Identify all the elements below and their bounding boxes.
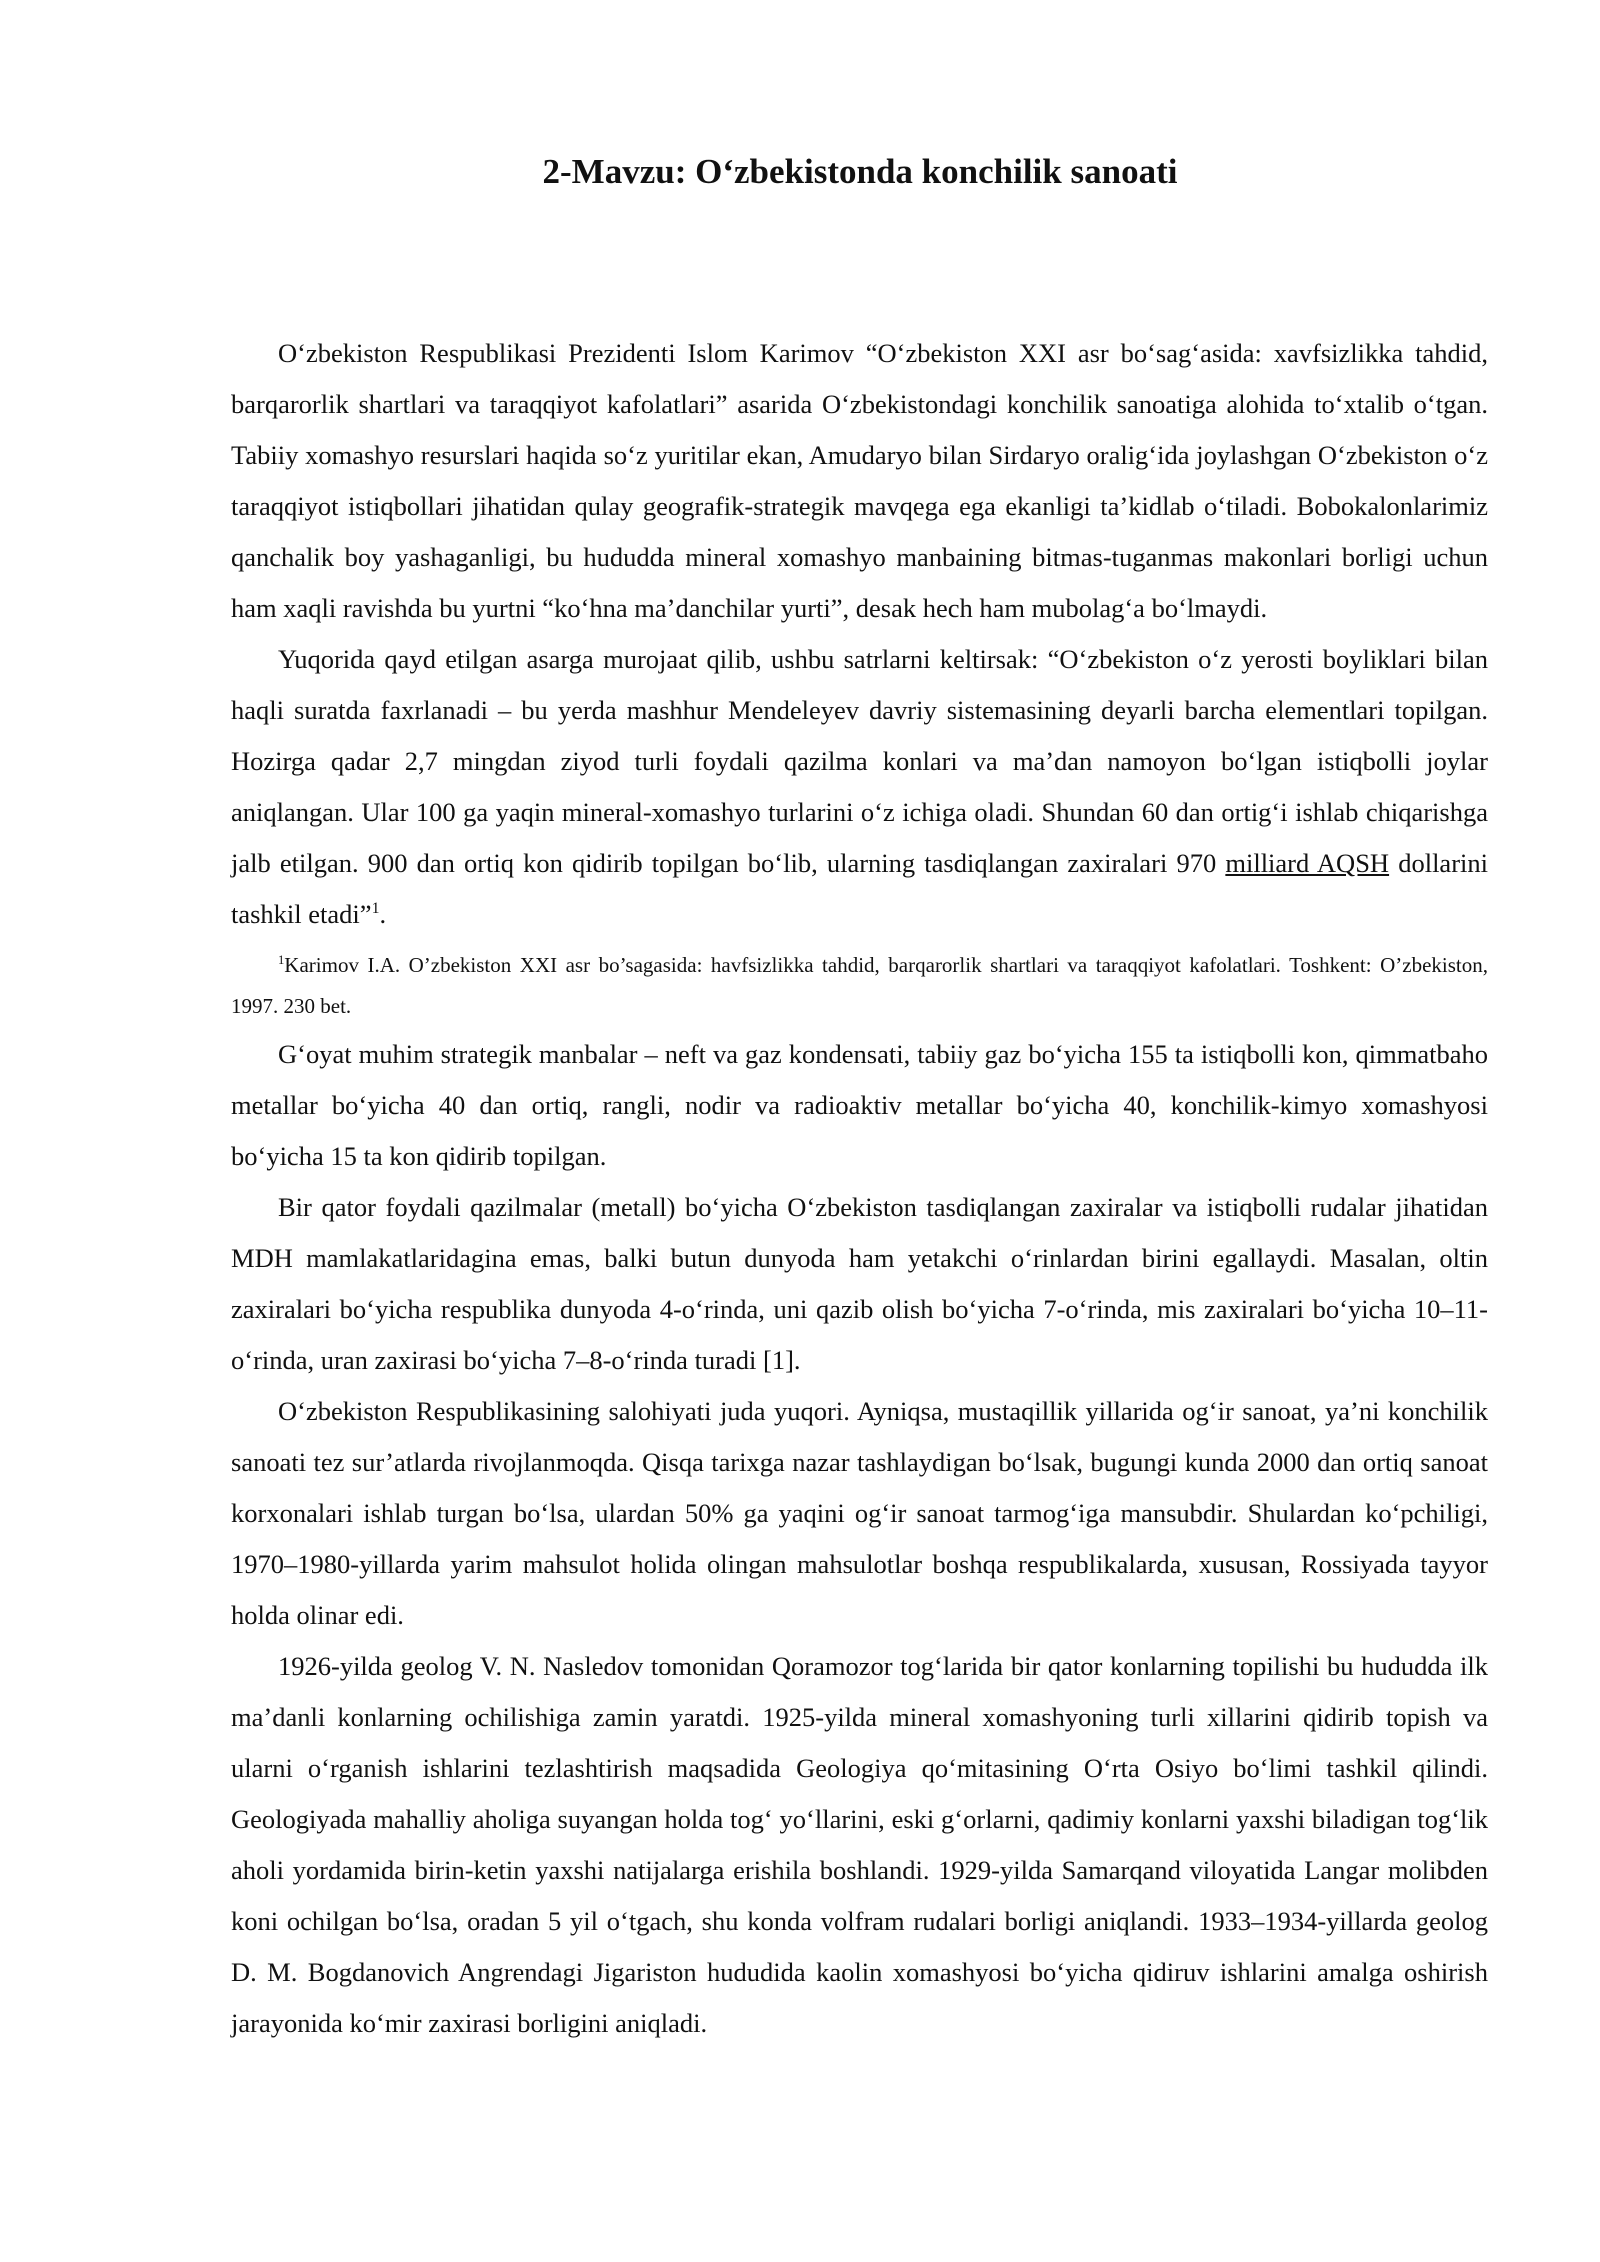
paragraph-3: G‘oyat muhim strategik manbalar – neft va gaz kondensati, tabiiy gaz bo‘yicha 155 ta istiqbolli kon, qimmatbaho metallar bo‘yicha 40 dan ortiq, rangli, nodir va radioaktiv metallar bo‘yicha 40, konchilik-kimyo xomashyosi bo‘yicha 15 ta kon qidirib topilgan. (231, 1039, 1488, 1171)
paragraph-5: O‘zbekiston Respublikasining salohiyati juda yuqori. Ayniqsa, mustaqillik yillarida og‘ir sanoat, ya’ni konchilik sanoati tez sur’atlarda rivojlanmoqda. Qisqa tarixga nazar tashlaydigan bo‘lsak, bugungi kunda 2000 dan ortiq sanoat korxonalari ishlab turgan bo‘lsa, ulardan 50% ga yaqini og‘ir sanoat tarmog‘iga mansubdir. Shulardan ko‘pchiligi, 1970–1980-yillarda yarim mahsulot holida olingan mahsulotlar boshqa respublikalarda, xususan, Rossiyada tayyor holda olinar edi. (231, 1396, 1488, 1630)
document-body (231, 328, 1488, 2049)
paragraph-2: Yuqorida qayd etilgan asarga murojaat qilib, ushbu satrlarni keltirsak: “O‘zbekiston o‘z yerosti boyliklari bilan haqli suratda faxrlanadi – bu yerda mashhur Mendeleyev davriy sistemasining deyarli barcha elementlari topilgan. Hozirga qadar 2,7 mingdan ziyod turli foydali qazilma konlari va ma’dan namoyon bo‘lgan istiqbolli joylar aniqlangan. Ular 100 ga yaqin mineral-xomashyo turlarini o‘z ichiga oladi. Shundan 60 dan ortig‘i ishlab chiqarishga jalb etilgan. 900 dan ortiq kon qidirib topilgan bo‘lib, ularning tasdiqlangan zaxiralari 970 milliard AQSH dollarini tashkil etadi”$^1$. (231, 644, 1488, 929)
paragraph-2-text-start: Yuqorida qayd etilgan asarga murojaat qilib, ushbu satrlarni keltirsak: “O‘zbekiston o‘z yerosti boyliklari bilan haqli suratda faxrlanadi – bu yerda mashhur Mendeleyev davriy sistemasining deyarli barcha elementlari topilgan. Hozirga qadar 2,7 mingdan ziyod turli foydali qazilma konlari va ma’dan namoyon bo‘lgan istiqbolli joylar aniqlangan. Ular 100 ga yaqin mineral-xomashyo turlarini o‘z ichiga oladi. Shundan 60 dan ortig‘i ishlab chiqarishga jalb etilgan. 900 dan ortiq kon qidirib topilgan bo‘lib, ularning tasdiqlangan zaxiralari 970 (231, 644, 1488, 878)
footnote-marker: 1 (278, 953, 285, 967)
underlined-text: milliard AQSH (1225, 848, 1390, 878)
paragraph-1: O‘zbekiston Respublikasi Prezidenti Islom Karimov “O‘zbekiston XXI asr bo‘sag‘asida: xavfsizlikka tahdid, barqarorlik shartlari va taraqqiyot kafolatlari” asarida O‘zbekistondagi konchilik sanoatiga alohida to‘xtalib o‘tgan. Tabiiy xomashyo resurslari haqida so‘z yuritilar ekan, Amudaryo bilan Sirdaryo oralig‘ida joylashgan O‘zbekiston o‘z taraqqiyot istiqbollari jihatidan qulay geografik-strategik mavqega ega ekanligi ta’kidlab o‘tiladi. Bobokalonlarimiz qanchalik boy yashaganligi, bu hududda mineral xomashyo manbaining bitmas-tuganmas makonlari borligi uchun ham xaqli ravishda bu yurtni “ko‘hna ma’danchilar yurti”, desak hech ham mubolag‘a bo‘lmaydi. (231, 338, 1488, 623)
paragraph-6: 1926-yilda geolog V. N. Nasledov tomonidan Qoramozor tog‘larida bir qator konlarning topilishi bu hududda ilk ma’danli konlarning ochilishiga zamin yaratdi. 1925-yilda mineral xomashyoning turli xillarini qidirib topish va ularni o‘rganish ishlarini tezlashtirish maqsadida Geologiya qo‘mitasining O‘rta Osiyo bo‘limi tashkil qilindi. Geologiyada mahalliy aholiga suyangan holda tog‘ yo‘llarini, eski g‘orlarni, qadimiy konlarni yaxshi biladigan tog‘lik aholi yordamida birin-ketin yaxshi natijalarga erishila boshlandi. 1929-yilda Samarqand viloyatida Langar molibden koni ochilgan bo‘lsa, oradan 5 yil o‘tgach, shu konda volfram rudalari borligi aniqlandi. 1933–1934-yillarda geolog D. M. Bogdanovich Angrendagi Jigariston hududida kaolin xomashyosi bo‘yicha qidiruv ishlarini amalga oshirish jarayonida ko‘mir zaxirasi borligini aniqladi. (231, 1651, 1488, 2038)
footnote-reference: 1 (371, 900, 380, 918)
page-title: 2-Mavzu: O‘zbekistonda konchilik sanoati (542, 152, 1178, 191)
paragraph-2-text-end: dollarini tashkil etadi” (231, 848, 1488, 929)
footnote (231, 945, 1488, 1027)
footnote-text: Karimov I.A. O’zbekiston XXI asr bo’sagasida: havfsizlikka tahdid, barqarorlik shartlari va taraqqiyot kafolatlari. Toshkent: O’zbekiston, 1997. 230 bet. (231, 953, 1488, 1018)
paragraph-4: Bir qator foydali qazilmalar (metall) bo‘yicha O‘zbekiston tasdiqlangan zaxiralar va istiqbolli rudalar jihatidan MDH mamlakatlaridagina emas, balki butun dunyoda ham yetakchi o‘rinlardan birini egallaydi. Masalan, oltin zaxiralari bo‘yicha respublika dunyoda 4-o‘rinda, uni qazib olish bo‘yicha 7-o‘rinda, mis zaxiralari bo‘yicha 10–11-o‘rinda, uran zaxirasi bo‘yicha 7–8-o‘rinda turadi [1]. (231, 1192, 1488, 1375)
